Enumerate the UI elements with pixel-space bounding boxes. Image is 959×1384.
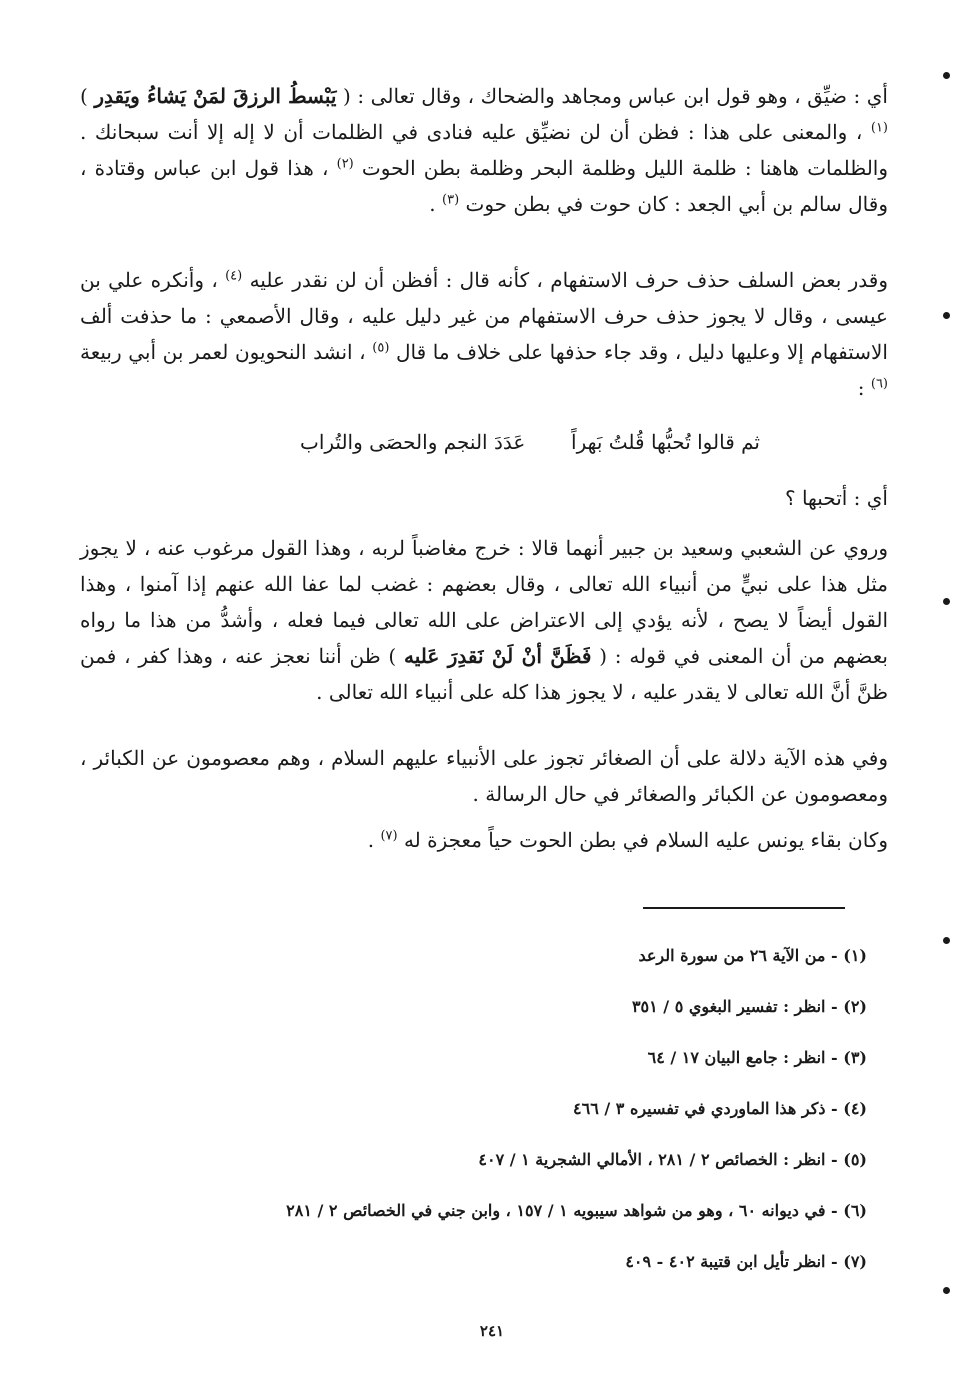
footnote-ref: (٦) <box>870 376 888 392</box>
margin-dot <box>943 72 950 79</box>
footnotes <box>167 930 867 1287</box>
margin-dot <box>943 598 950 605</box>
paragraph-2 <box>80 262 888 406</box>
poetry-verse <box>300 430 760 470</box>
text: وفي هذه الآية دلالة على أن الصغائر تجوز على الأنبياء عليهم السلام ، وهم معصومون عن الكبائر ، ومعصومون عن الكبائر والصغائر في حال الرسالة . <box>80 746 889 806</box>
text: ، وأنكره علي بن عيسى ، وقال لا يجوز حذف حرف الاستفهام من غير دليل عليه ، وقال الأصمعي : ما حذفت ألف الاستفهام إلا وعليها دليل ، وقد جاء حذفها على خلاف ما قال <box>80 268 888 364</box>
paragraph-5 <box>80 740 888 812</box>
footnote-7: (٧) - انظر تأيل ابن قتيبة ٤٠٢ - ٤٠٩ <box>625 1252 867 1271</box>
footnote-ref: (٣) <box>442 192 460 208</box>
footnote-ref: (٢) <box>336 156 354 172</box>
footnote-1: (١) - من الآية ٢٦ من سورة الرعد <box>638 946 867 965</box>
paragraph-4 <box>80 530 888 710</box>
footnote-4: (٤) - ذكر هذا الماوردي في تفسيره ٣ / ٤٦٦ <box>573 1099 867 1118</box>
paragraph-1 <box>80 78 888 222</box>
page-number: ٢٤١ <box>479 1322 505 1340</box>
footnote-6: (٦) - في ديوانه ٦٠ ، وهو من شواهد سيبويه ١ / ١٥٧ ، وابن جني في الخصائص ٢ / ٢٨١ <box>286 1201 867 1220</box>
paragraph-3 <box>80 480 888 516</box>
verse-second-half: عَدَدَ النجم والحصَى والتُراب <box>300 430 526 454</box>
text: . <box>367 828 381 852</box>
text: ، هذا قول ابن عباس وقتادة ، وقال سالم بن أبي الجعد : كان حوت في بطن حوت <box>80 156 888 216</box>
text: : <box>857 376 871 400</box>
text: وروي عن الشعبي وسعيد بن جبير أنهما قالا : خرج مغاضباً لربه ، وهذا القول مرغوب عنه ، لا يجوز مثل هذا على نبيٍّ من أنبياء الله تعالى ، وقال بعضهم : غضب لما عفا الله عنهم إذا آمنوا ، وهذا القول أيضاً لا يصح ، لأنه يؤدي إلى الاعتراض على الله تعالى فيما فعله ، وأشدُّ من هذا ما رواه بعضهم من أن المعنى في قوله : ( <box>80 536 888 668</box>
text: . <box>429 192 443 216</box>
quran-quote: فَظَنَّ أنْ لَنْ نَقدِرَ عَليه <box>404 644 592 668</box>
footnote-ref: (١) <box>870 120 888 136</box>
margin-dot <box>943 312 950 319</box>
text: ، انشد النحويون لعمر بن أبي ربيعة <box>80 340 373 364</box>
footnote-3: (٣) - انظر : جامع البيان ١٧ / ٦٤ <box>647 1048 867 1067</box>
text: أي : أتحبها ؟ <box>784 486 888 510</box>
footnote-2: (٢) - انظر : تفسير البغوي ٥ / ٣٥١ <box>631 997 867 1016</box>
paragraph-6 <box>80 822 888 858</box>
text: أي : ضيِّق ، وهو قول ابن عباس ومجاهد والضحاك ، وقال تعالى : ( <box>336 84 888 108</box>
footnote-ref: (٧) <box>380 828 398 844</box>
margin-dot <box>943 1287 950 1294</box>
footnote-ref: (٤) <box>225 268 243 284</box>
text: وقدر بعض السلف حذف حرف الاستفهام ، كأنه قال : أفظن أن لن نقدر عليه <box>249 268 888 292</box>
margin-dot <box>943 937 950 944</box>
text: ) ظن أننا نعجز عنه ، وهذا كفر ، فمن ظنَّ أنَّ الله تعالى لا يقدر عليه ، لا يجوز هذا كله على أنبياء الله تعالى . <box>80 644 888 704</box>
text: ) <box>80 84 95 108</box>
footnote-ref: (٥) <box>372 340 390 356</box>
text: ، والمعنى على هذا : فظن أن لن نضيِّق عليه فنادى في الظلمات أن لا إله إلا أنت سبحانك . والظلمات هاهنا : ظلمة الليل وظلمة البحر وظلمة بطن الحوت <box>80 120 889 180</box>
footnote-separator <box>643 907 845 909</box>
verse-first-half: ثم قالوا تُحبُّها قُلتُ بَهراً <box>571 430 760 454</box>
footnote-5: (٥) - انظر : الخصائص ٢ / ٢٨١ ، الأمالي الشجرية ١ / ٤٠٧ <box>478 1150 867 1169</box>
text: وكان بقاء يونس عليه السلام في بطن الحوت حياً معجزة له <box>403 828 888 852</box>
quran-quote: يَبْسطُ الرزقَ لمَنْ يَشاءُ ويَقدِر <box>94 84 337 108</box>
